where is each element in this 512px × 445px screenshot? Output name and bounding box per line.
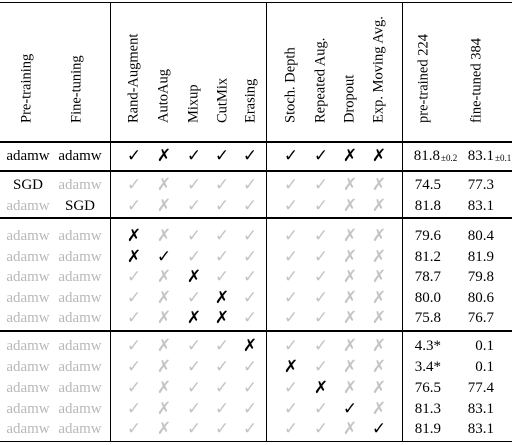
ema-cross-mark: ✗ [371,288,387,308]
finetuned-384-value: 83.1 [467,421,494,437]
header-pretraining: Pre-training [18,53,35,123]
rule-group-1 [0,170,512,172]
dropout-cross-mark: ✗ [342,146,358,166]
header-dropout: Dropout [341,74,358,123]
repeated-aug-check-mark: ✓ [313,357,329,377]
rand-augment-cross-mark: ✗ [126,226,142,246]
ema-cross-mark: ✗ [371,146,387,166]
pretraining-optimizer: adamw [6,249,50,265]
stoch-depth-check-mark: ✓ [283,267,299,287]
rand-augment-check-mark: ✓ [126,175,142,195]
dropout-cross-mark: ✗ [342,308,358,328]
stoch-depth-check-mark: ✓ [283,175,299,195]
rand-augment-check-mark: ✓ [126,267,142,287]
finetuned-384-value: 80.6 [467,290,494,306]
header-cutmix: CutMix [214,77,231,123]
header-erasing: Erasing [242,78,259,123]
pretrained-224-value: 3.4* [414,359,441,375]
mixup-check-mark: ✓ [186,175,202,195]
dropout-check-mark: ✓ [342,399,358,419]
finetuned-384-std: ±0.1 [495,153,512,163]
autoaug-cross-mark: ✗ [156,196,172,216]
stoch-depth-check-mark: ✓ [283,419,299,439]
pretraining-optimizer: adamw [6,338,50,354]
cutmix-check-mark: ✓ [214,378,230,398]
pretrained-224-value: 79.6 [414,228,441,244]
stoch-depth-cross-mark: ✗ [283,357,299,377]
pretrained-224-value: 78.7 [414,269,441,285]
rand-augment-check-mark: ✓ [126,399,142,419]
mixup-cross-mark: ✗ [186,308,202,328]
erasing-check-mark: ✓ [242,146,258,166]
header-finetuning: Fine-tuning [68,55,85,123]
rand-augment-check-mark: ✓ [126,419,142,439]
finetuned-384-value: 83.1 [467,148,494,164]
repeated-aug-check-mark: ✓ [313,226,329,246]
repeated-aug-check-mark: ✓ [313,399,329,419]
rand-augment-cross-mark: ✗ [126,247,142,267]
mixup-check-mark: ✓ [186,399,202,419]
cutmix-check-mark: ✓ [214,175,230,195]
erasing-check-mark: ✓ [242,226,258,246]
cutmix-check-mark: ✓ [214,336,230,356]
header-ema: Exp. Moving Avg. [370,16,387,123]
cutmix-check-mark: ✓ [214,419,230,439]
stoch-depth-check-mark: ✓ [283,146,299,166]
ema-cross-mark: ✗ [371,357,387,377]
header-stoch-depth: Stoch. Depth [282,47,299,123]
pretrained-224-value: 81.2 [414,249,441,265]
vrule-3 [402,2,403,442]
finetuning-optimizer: adamw [58,249,102,265]
pretraining-optimizer: SGD [12,177,43,193]
ema-cross-mark: ✗ [371,267,387,287]
dropout-cross-mark: ✗ [342,288,358,308]
cutmix-check-mark: ✓ [214,146,230,166]
rand-augment-check-mark: ✓ [126,308,142,328]
pretrained-224-value: 81.9 [414,421,441,437]
pretraining-optimizer: adamw [6,380,50,396]
finetuned-384-value: 81.9 [467,249,494,265]
rand-augment-check-mark: ✓ [126,378,142,398]
stoch-depth-check-mark: ✓ [283,226,299,246]
repeated-aug-cross-mark: ✗ [313,378,329,398]
finetuning-optimizer: adamw [58,310,102,326]
repeated-aug-check-mark: ✓ [313,175,329,195]
ema-cross-mark: ✗ [371,196,387,216]
rule-top [0,2,512,3]
erasing-check-mark: ✓ [242,378,258,398]
cutmix-check-mark: ✓ [214,226,230,246]
mixup-check-mark: ✓ [186,226,202,246]
finetuning-optimizer: adamw [58,228,102,244]
vrule-1 [110,2,111,442]
header-finetuned-384: fine-tuned 384 [468,38,485,123]
autoaug-cross-mark: ✗ [156,288,172,308]
mixup-check-mark: ✓ [186,419,202,439]
pretrained-224-value: 75.8 [414,310,441,326]
dropout-cross-mark: ✗ [342,336,358,356]
dropout-cross-mark: ✗ [342,419,358,439]
finetuning-optimizer: SGD [64,198,95,214]
ema-check-mark: ✓ [371,419,387,439]
stoch-depth-check-mark: ✓ [283,399,299,419]
erasing-check-mark: ✓ [242,419,258,439]
pretraining-optimizer: adamw [6,228,50,244]
autoaug-cross-mark: ✗ [156,399,172,419]
dropout-cross-mark: ✗ [342,175,358,195]
autoaug-cross-mark: ✗ [156,146,172,166]
vrule-2 [266,2,267,442]
stoch-depth-check-mark: ✓ [283,196,299,216]
finetuning-optimizer: adamw [58,290,102,306]
stoch-depth-check-mark: ✓ [283,308,299,328]
pretraining-optimizer: adamw [6,310,50,326]
dropout-cross-mark: ✗ [342,378,358,398]
finetuned-384-value: 77.3 [467,177,494,193]
ema-cross-mark: ✗ [371,399,387,419]
finetuning-optimizer: adamw [58,421,102,437]
header-pretrained-224: pre-trained 224 [415,34,432,123]
mixup-check-mark: ✓ [186,288,202,308]
erasing-check-mark: ✓ [242,196,258,216]
pretraining-optimizer: adamw [6,401,50,417]
erasing-check-mark: ✓ [242,308,258,328]
finetuning-optimizer: adamw [58,269,102,285]
repeated-aug-check-mark: ✓ [313,288,329,308]
repeated-aug-check-mark: ✓ [313,146,329,166]
stoch-depth-check-mark: ✓ [283,336,299,356]
repeated-aug-check-mark: ✓ [313,267,329,287]
erasing-check-mark: ✓ [242,175,258,195]
finetuning-optimizer: adamw [58,380,102,396]
rand-augment-check-mark: ✓ [126,336,142,356]
erasing-check-mark: ✓ [242,288,258,308]
pretraining-optimizer: adamw [6,359,50,375]
header-autoaug: AutoAug [155,69,172,123]
pretrained-224-value: 4.3* [414,338,441,354]
repeated-aug-check-mark: ✓ [313,336,329,356]
autoaug-cross-mark: ✗ [156,267,172,287]
ema-cross-mark: ✗ [371,247,387,267]
autoaug-cross-mark: ✗ [156,336,172,356]
stoch-depth-check-mark: ✓ [283,378,299,398]
cutmix-check-mark: ✓ [214,399,230,419]
repeated-aug-check-mark: ✓ [313,196,329,216]
erasing-check-mark: ✓ [242,247,258,267]
dropout-cross-mark: ✗ [342,226,358,246]
mixup-check-mark: ✓ [186,357,202,377]
cutmix-check-mark: ✓ [214,196,230,216]
autoaug-cross-mark: ✗ [156,357,172,377]
erasing-check-mark: ✓ [242,357,258,377]
stoch-depth-check-mark: ✓ [283,288,299,308]
finetuned-384-value: 0.1 [475,359,494,375]
rand-augment-check-mark: ✓ [126,357,142,377]
header-rand-augment: Rand-Augment [125,33,142,123]
erasing-check-mark: ✓ [242,399,258,419]
cutmix-check-mark: ✓ [214,247,230,267]
pretrained-224-value: 74.5 [414,177,441,193]
erasing-cross-mark: ✗ [242,336,258,356]
autoaug-cross-mark: ✗ [156,419,172,439]
finetuned-384-value: 83.1 [467,401,494,417]
autoaug-cross-mark: ✗ [156,378,172,398]
autoaug-cross-mark: ✗ [156,175,172,195]
dropout-cross-mark: ✗ [342,267,358,287]
rule-bottom [0,441,512,442]
pretrained-224-value: 81.8 [414,198,441,214]
repeated-aug-check-mark: ✓ [313,419,329,439]
pretrained-224-value: 76.5 [414,380,441,396]
autoaug-check-mark: ✓ [156,247,172,267]
mixup-check-mark: ✓ [186,336,202,356]
pretraining-optimizer: adamw [6,148,50,164]
repeated-aug-check-mark: ✓ [313,308,329,328]
header-mixup: Mixup [185,84,202,123]
mixup-check-mark: ✓ [186,196,202,216]
mixup-cross-mark: ✗ [186,267,202,287]
cutmix-cross-mark: ✗ [214,308,230,328]
mixup-check-mark: ✓ [186,378,202,398]
pretraining-optimizer: adamw [6,269,50,285]
finetuned-384-value: 77.4 [467,380,494,396]
finetuned-384-value: 80.4 [467,228,494,244]
rand-augment-check-mark: ✓ [126,146,142,166]
ema-cross-mark: ✗ [371,336,387,356]
finetuned-384-value: 83.1 [467,198,494,214]
ema-cross-mark: ✗ [371,308,387,328]
finetuned-384-value: 0.1 [475,338,494,354]
rand-augment-check-mark: ✓ [126,196,142,216]
repeated-aug-check-mark: ✓ [313,247,329,267]
finetuning-optimizer: adamw [58,359,102,375]
pretraining-optimizer: adamw [6,421,50,437]
cutmix-check-mark: ✓ [214,357,230,377]
dropout-cross-mark: ✗ [342,196,358,216]
finetuning-optimizer: adamw [58,177,102,193]
cutmix-cross-mark: ✗ [214,288,230,308]
mixup-check-mark: ✓ [186,146,202,166]
header-repeated-aug: Repeated Aug. [312,37,329,123]
dropout-cross-mark: ✗ [342,357,358,377]
finetuned-384-value: 79.8 [467,269,494,285]
autoaug-cross-mark: ✗ [156,308,172,328]
pretrained-224-value: 81.8 [413,148,440,164]
ema-cross-mark: ✗ [371,175,387,195]
pretrained-224-value: 80.0 [414,290,441,306]
rule-group-2 [0,217,512,219]
finetuning-optimizer: adamw [58,148,102,164]
pretrained-224-std: ±0.2 [441,153,458,163]
finetuned-384-value: 76.7 [467,310,494,326]
finetuning-optimizer: adamw [58,338,102,354]
pretraining-optimizer: adamw [6,290,50,306]
finetuning-optimizer: adamw [58,401,102,417]
erasing-check-mark: ✓ [242,267,258,287]
rule-header [0,141,512,143]
cutmix-check-mark: ✓ [214,267,230,287]
dropout-cross-mark: ✗ [342,247,358,267]
stoch-depth-check-mark: ✓ [283,247,299,267]
mixup-check-mark: ✓ [186,247,202,267]
autoaug-cross-mark: ✗ [156,226,172,246]
rand-augment-check-mark: ✓ [126,288,142,308]
ema-cross-mark: ✗ [371,226,387,246]
ema-cross-mark: ✗ [371,378,387,398]
pretraining-optimizer: adamw [6,198,50,214]
rule-group-3 [0,330,512,332]
pretrained-224-value: 81.3 [414,401,441,417]
